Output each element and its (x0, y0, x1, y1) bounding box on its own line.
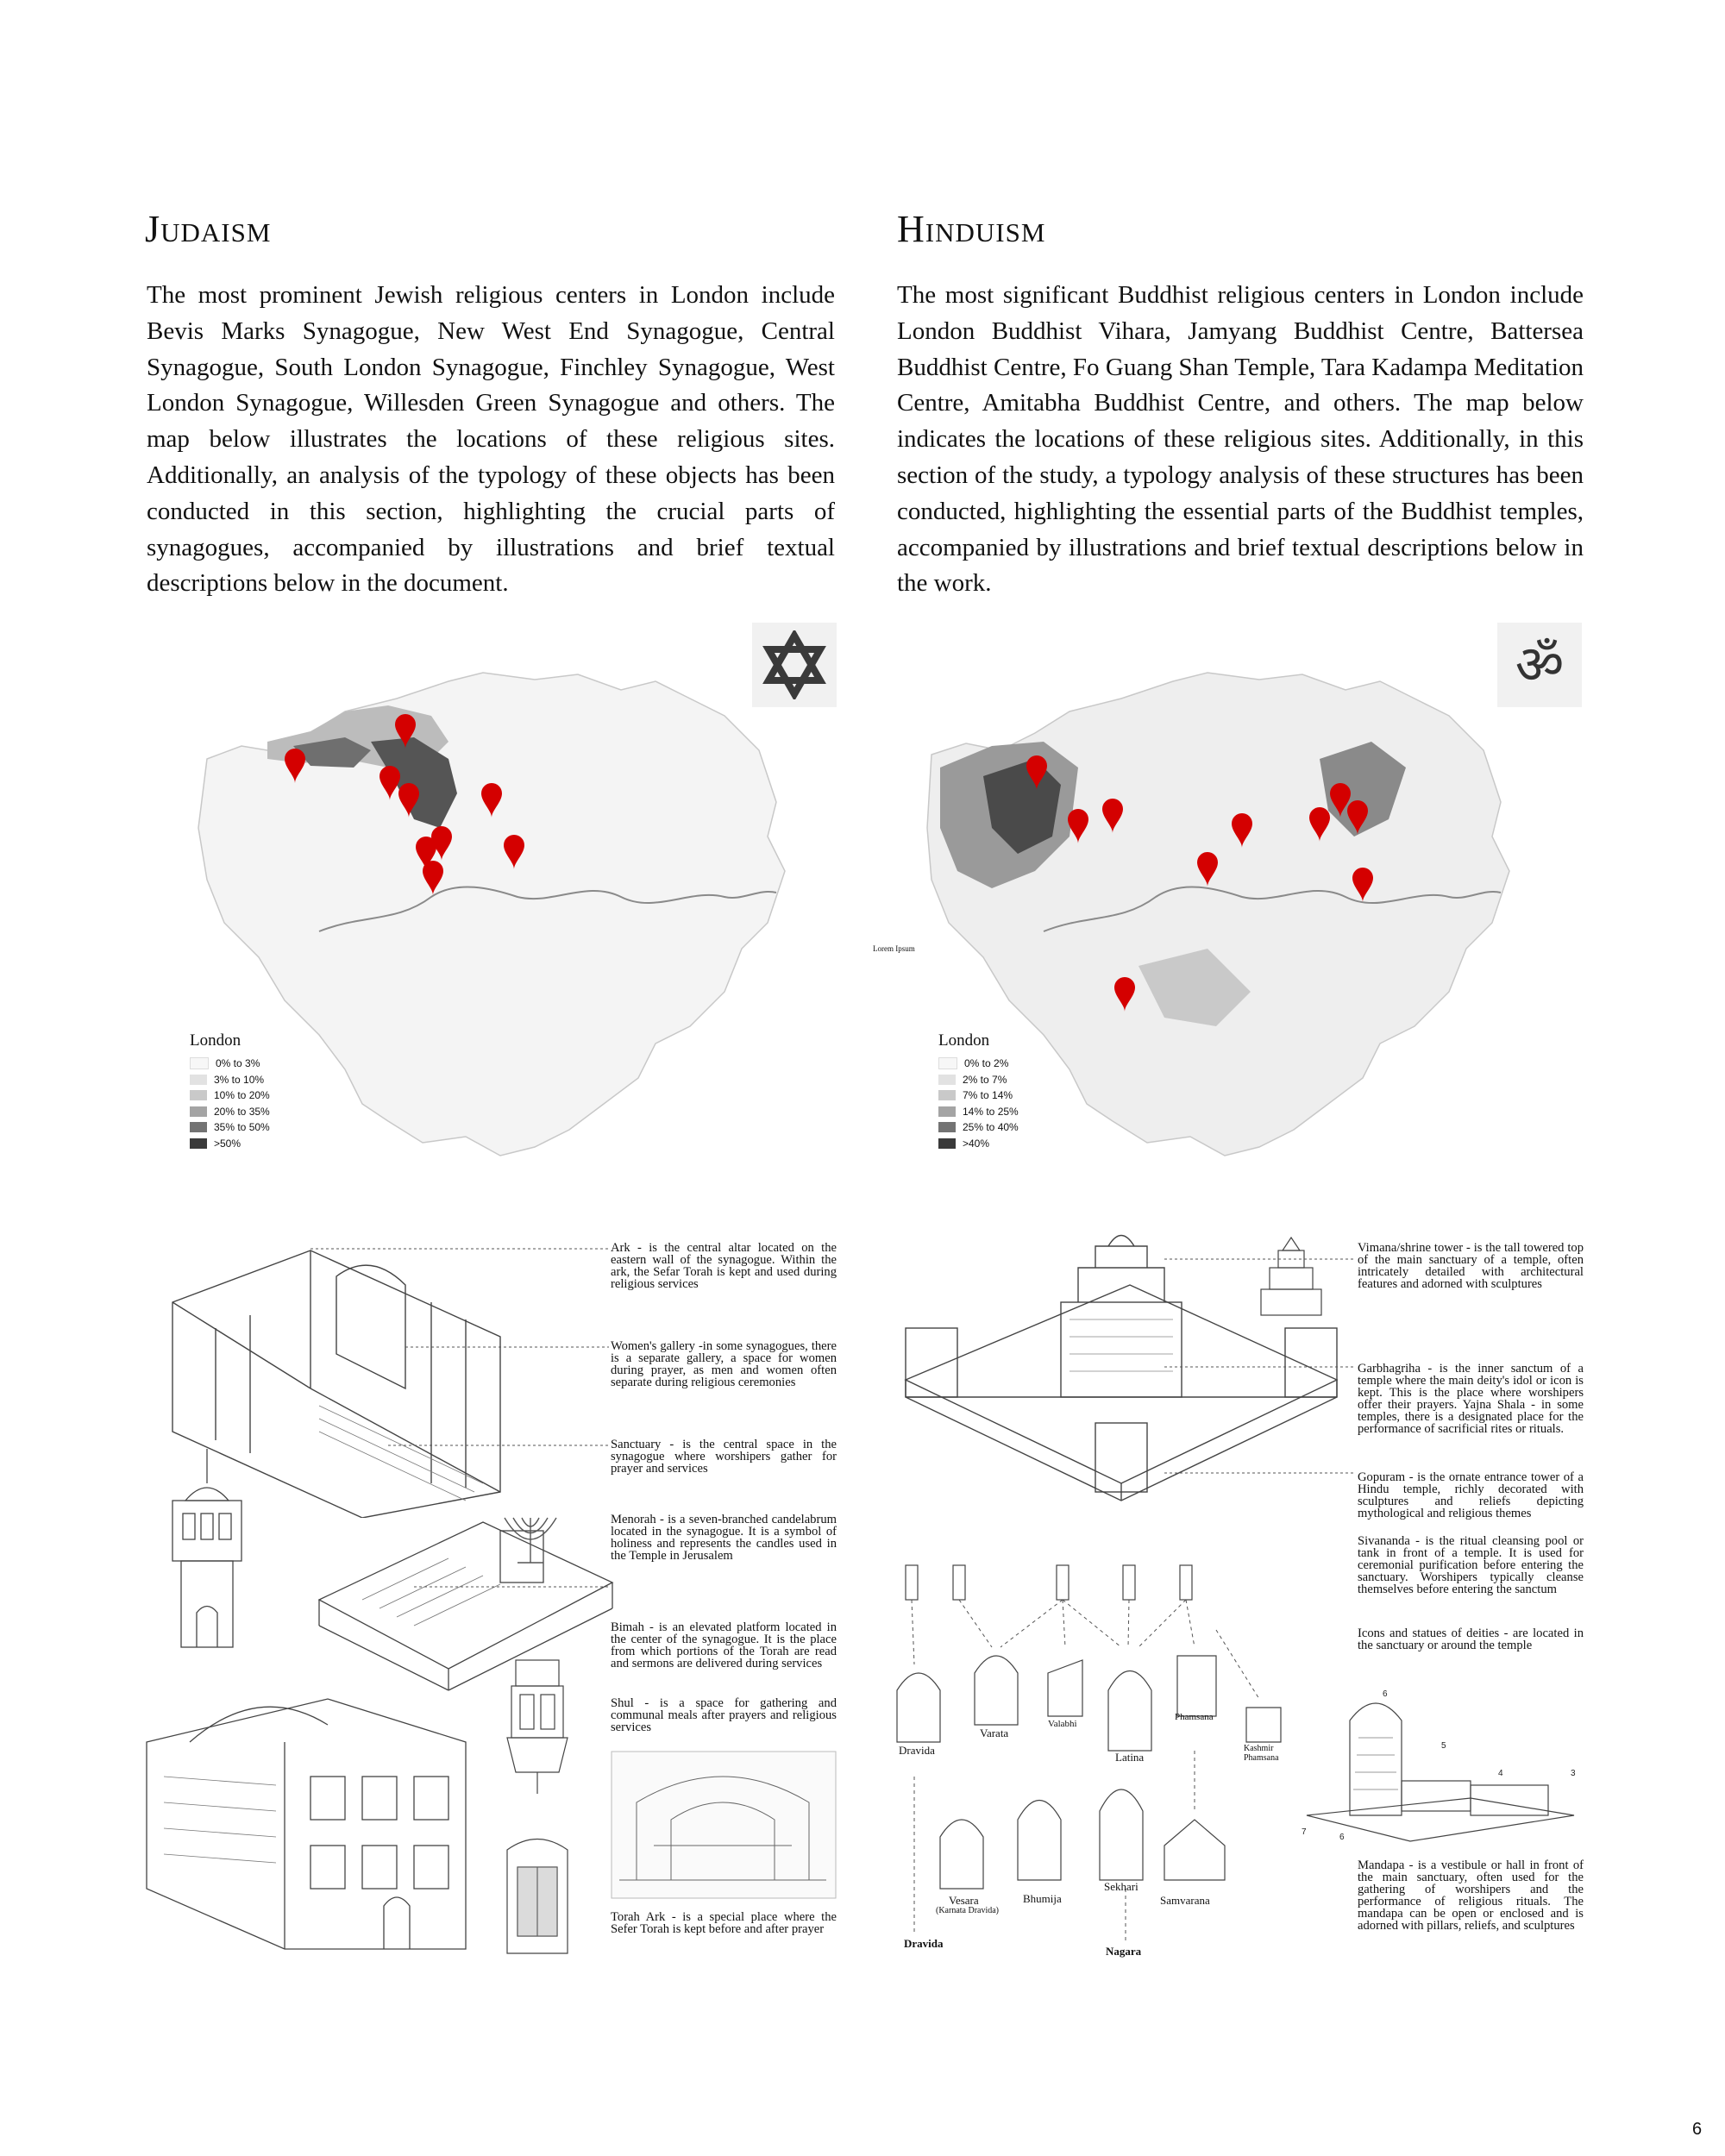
sivananda-note: Sivananda - is the ritual cleansing pool or tank in front of a temple. It is used for ceremonial purification before entering the sanctuary. Worshipers typically cleanse themselves before entering the sanctum (1358, 1534, 1584, 1596)
legend-row: 14% to 25% (938, 1104, 1019, 1120)
style-label-phamsana: Phamsana (1175, 1712, 1214, 1722)
style-label-nagara: Nagara (1106, 1945, 1142, 1958)
plan-number: 5 (1441, 1741, 1446, 1751)
style-label-dravida: Dravida (899, 1744, 935, 1757)
synagogue-facade-illustration (138, 1690, 474, 1958)
legend-row: 3% to 10% (190, 1072, 270, 1088)
style-label-dravida-bottom: Dravida (904, 1937, 944, 1950)
torah-ark-illustration-top (499, 1651, 576, 1798)
synagogue-hall-illustration (611, 1751, 837, 1899)
page-number: 6 (1692, 2120, 1703, 2139)
map-label: Lorem Ipsum (873, 944, 915, 953)
style-label-samvarana: Samvarana (1160, 1894, 1210, 1907)
legend-row: 25% to 40% (938, 1119, 1019, 1136)
style-label-varata: Varata (980, 1727, 1009, 1739)
judaism-connector-lines (302, 1242, 612, 1604)
style-label-bhumija: Bhumija (1023, 1892, 1062, 1905)
legend-row: 2% to 7% (938, 1072, 1019, 1088)
style-label-latina: Latina (1115, 1751, 1145, 1764)
mandapa-note: Mandapa - is a vestibule or hall in front of the main sanctuary, often used for the gathering of worshipers and the performance of religious rituals. The mandapa can be open or enclosed and is adorned with pillars, reliefs, and sculptures (1358, 1858, 1584, 1933)
hinduism-connector-lines (1156, 1242, 1359, 1501)
menorah-note: Menorah - is a seven-branched candelabrum located in the synagogue. It is a symbol of holiness and represents the candles used in the Temple in Jerusalem (611, 1513, 837, 1563)
torah-ark-note: Torah Ark - is a special place where the Sefer Torah is kept before and after prayer (611, 1910, 837, 1936)
style-label-karnata: (Karnata Dravida) (936, 1906, 1000, 1915)
gopuram-note: Gopuram - is the ornate entrance tower of a Hindu temple, richly decorated with sculptures and reliefs depicting mythological and religious themes (1358, 1470, 1584, 1520)
judaism-legend (190, 1031, 270, 1151)
plan-number: 4 (1498, 1769, 1503, 1778)
synagogue-tower-illustration (147, 1449, 267, 1656)
sanctuary-note: Sanctuary - is the central space in the synagogue where worshipers gather for prayer and services (611, 1438, 837, 1476)
womens-gallery-note: Women's gallery -in some synagogues, there is a separate gallery, a space for women during prayer, as men and women often separate during religious ceremonies (611, 1339, 837, 1389)
plan-number: 7 (1302, 1827, 1307, 1837)
hinduism-paragraph: The most significant Buddhist religious centers in London include London Buddhist Vihara, Jamyang Buddhist Centre, Battersea Buddhist Centre, Fo Guang Shan Temple, Tara Kadampa Meditation Centre, Amitabha Buddhist Centre, and others. The map below indicates the locations of these religious sites. Additionally, in this section of the study, a typology analysis of these structures has been conducted, highlighting the essential parts of the Buddhist temples, accompanied by illustrations and brief textual descriptions below in the work. (897, 281, 1584, 598)
legend-row: 10% to 20% (190, 1087, 270, 1104)
hinduism-title: Hinduism (897, 208, 1046, 250)
deities-note: Icons and statues of deities - are located in the sanctuary or around the temple (1358, 1626, 1584, 1652)
legend-row: >40% (938, 1136, 1019, 1152)
plan-number: 6 (1339, 1833, 1345, 1842)
legend-row: 20% to 35% (190, 1104, 270, 1120)
style-label-valabhi: Valabhi (1048, 1719, 1077, 1729)
ark-note: Ark - is the central altar located on the eastern wall of the synagogue. Within the ark, the Sefar Torah is kept and used during religious services (611, 1241, 837, 1291)
hinduism-map (923, 664, 1596, 1164)
temple-plan-illustration (1298, 1686, 1583, 1858)
judaism-paragraph: The most prominent Jewish religious centers in London include Bevis Marks Synagogue, New West End Synagogue, Central Synagogue, South London Synagogue, Finchley Synagogue, West London Synagogue, Willesden Green Synagogue and others. The map below illustrates the locations of these religious sites. Additionally, an analysis of the typology of these objects has been conducted in this section, highlighting the crucial parts of synagogues, accompanied by illustrations and brief textual descriptions below in the document. (147, 281, 835, 598)
plan-number: 3 (1571, 1769, 1576, 1778)
legend-title: London (190, 1031, 242, 1050)
legend-row: 7% to 14% (938, 1087, 1019, 1104)
garbhagriha-note: Garbhagriha - is the inner sanctum of a temple where the main deity's idol or icon is kept. This is the place where worshipers offer their prayers. Yajna Shala - in some temples, there is a designated place for the performance of sacrificial rites or rituals. (1358, 1362, 1584, 1436)
hinduism-legend (938, 1031, 1019, 1151)
style-label-sekhari: Sekhari (1104, 1880, 1138, 1893)
om-icon: ॐ (1515, 633, 1565, 696)
style-label-vesara: Vesara (949, 1894, 979, 1907)
shul-note: Shul - is a space for gathering and communal meals after prayers and religious services (611, 1696, 837, 1734)
bimah-note: Bimah - is an elevated platform located in the center of the synagogue. It is the place from which portions of the Torah are read and sermons are delivered during services (611, 1620, 837, 1670)
legend-title: London (938, 1031, 990, 1050)
vimana-note: Vimana/shrine tower - is the tall towered top of the main sanctuary of a temple, often intricately detailed with architectural features and adorned with sculptures (1358, 1241, 1584, 1291)
legend-row: 0% to 3% (190, 1056, 270, 1072)
torah-ark-illustration-bottom (499, 1833, 576, 1962)
legend-row: 0% to 2% (938, 1056, 1019, 1072)
legend-row: >50% (190, 1136, 270, 1152)
legend-row: 35% to 50% (190, 1119, 270, 1136)
judaism-title: Judaism (145, 208, 272, 250)
judaism-map (172, 664, 845, 1164)
style-label-kashmir-phamsana: Kashmir Phamsana (1244, 1744, 1279, 1763)
plan-number: 6 (1383, 1689, 1388, 1699)
